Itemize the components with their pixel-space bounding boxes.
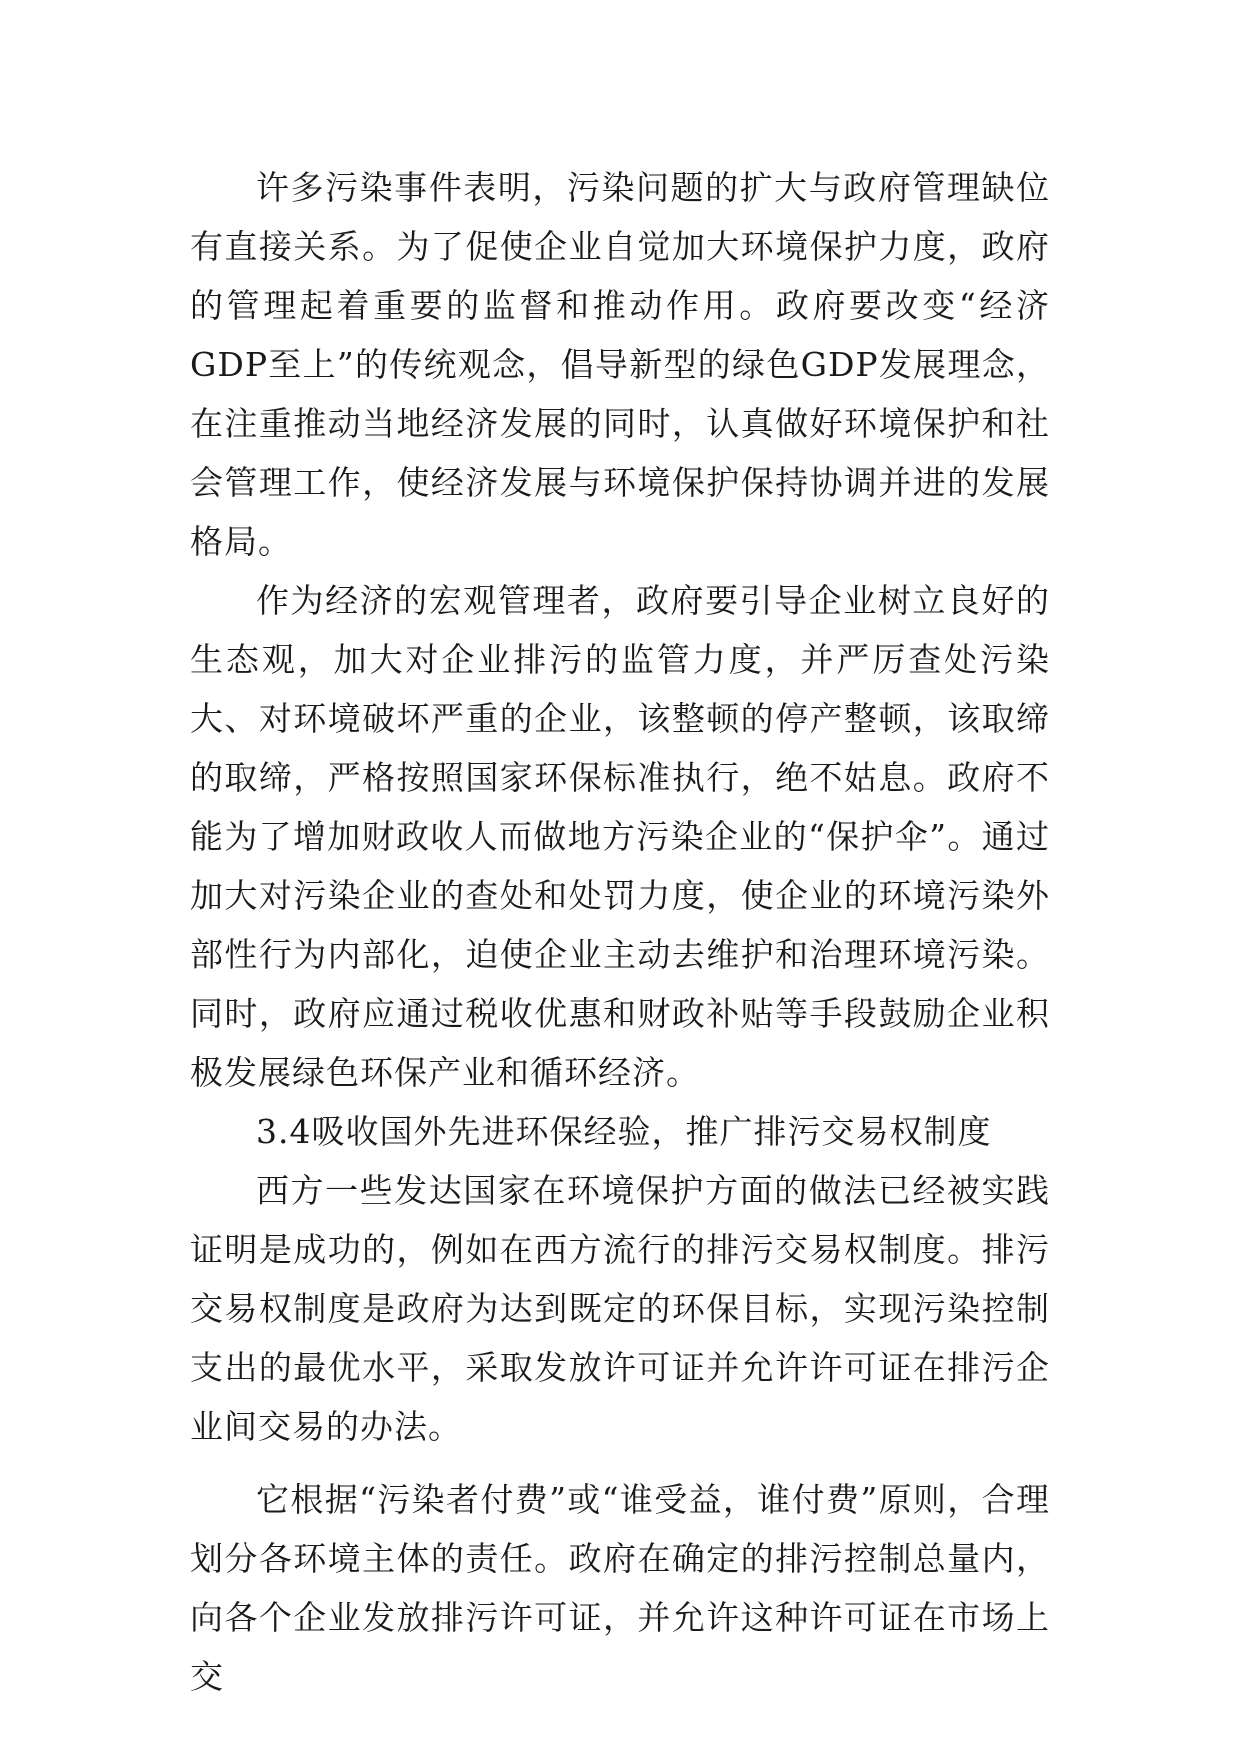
paragraph-macro-management: 作为经济的宏观管理者，政府要引导企业树立良好的生态观，加大对企业排污的监管力度，并严厉查处污染大、对环境破坏严重的企业，该整顿的停产整顿，该取缔的取缔，严格按照国家环保标准执行，绝不姑息。政府不能为了增加财政收人而做地方污染企业的“保护伞”。通过加大对污染企业的查处和处罚力度，使企业的环境污染外部性行为内部化，迫使企业主动去维护和治理环境污染。同时，政府应通过税收优惠和财政补贴等手段鼓励企业积极发展绿色环保产业和循环经济。 <box>190 581 1050 1092</box>
paragraph-gap <box>190 1456 1050 1470</box>
document-body <box>190 158 1050 1706</box>
section-heading-3-4: 3.4吸收国外先进环保经验，推广排污交易权制度 <box>256 1112 992 1151</box>
paragraph-emission-trading-intro: 西方一些发达国家在环境保护方面的做法已经被实践证明是成功的，例如在西方流行的排污交易权制度。排污交易权制度是政府为达到既定的环保目标，实现污染控制支出的最优水平，采取发放许可证并允许许可证在排污企业间交易的办法。 <box>190 1171 1050 1446</box>
paragraph-polluter-pays: 它根据“污染者付费”或“谁受益，谁付费”原则，合理划分各环境主体的责任。政府在确定的排污控制总量内，向各个企业发放排污许可证，并允许这种许可证在市场上交 <box>190 1480 1050 1696</box>
paragraph-government-responsibility: 许多污染事件表明，污染问题的扩大与政府管理缺位有直接关系。为了促使企业自觉加大环境保护力度，政府的管理起着重要的监督和推动作用。政府要改变“经济GDP至上”的传统观念，倡导新型的绿色GDP发展理念，在注重推动当地经济发展的同时，认真做好环境保护和社会管理工作，使经济发展与环境保护保持协调并进的发展格局。 <box>190 168 1050 561</box>
